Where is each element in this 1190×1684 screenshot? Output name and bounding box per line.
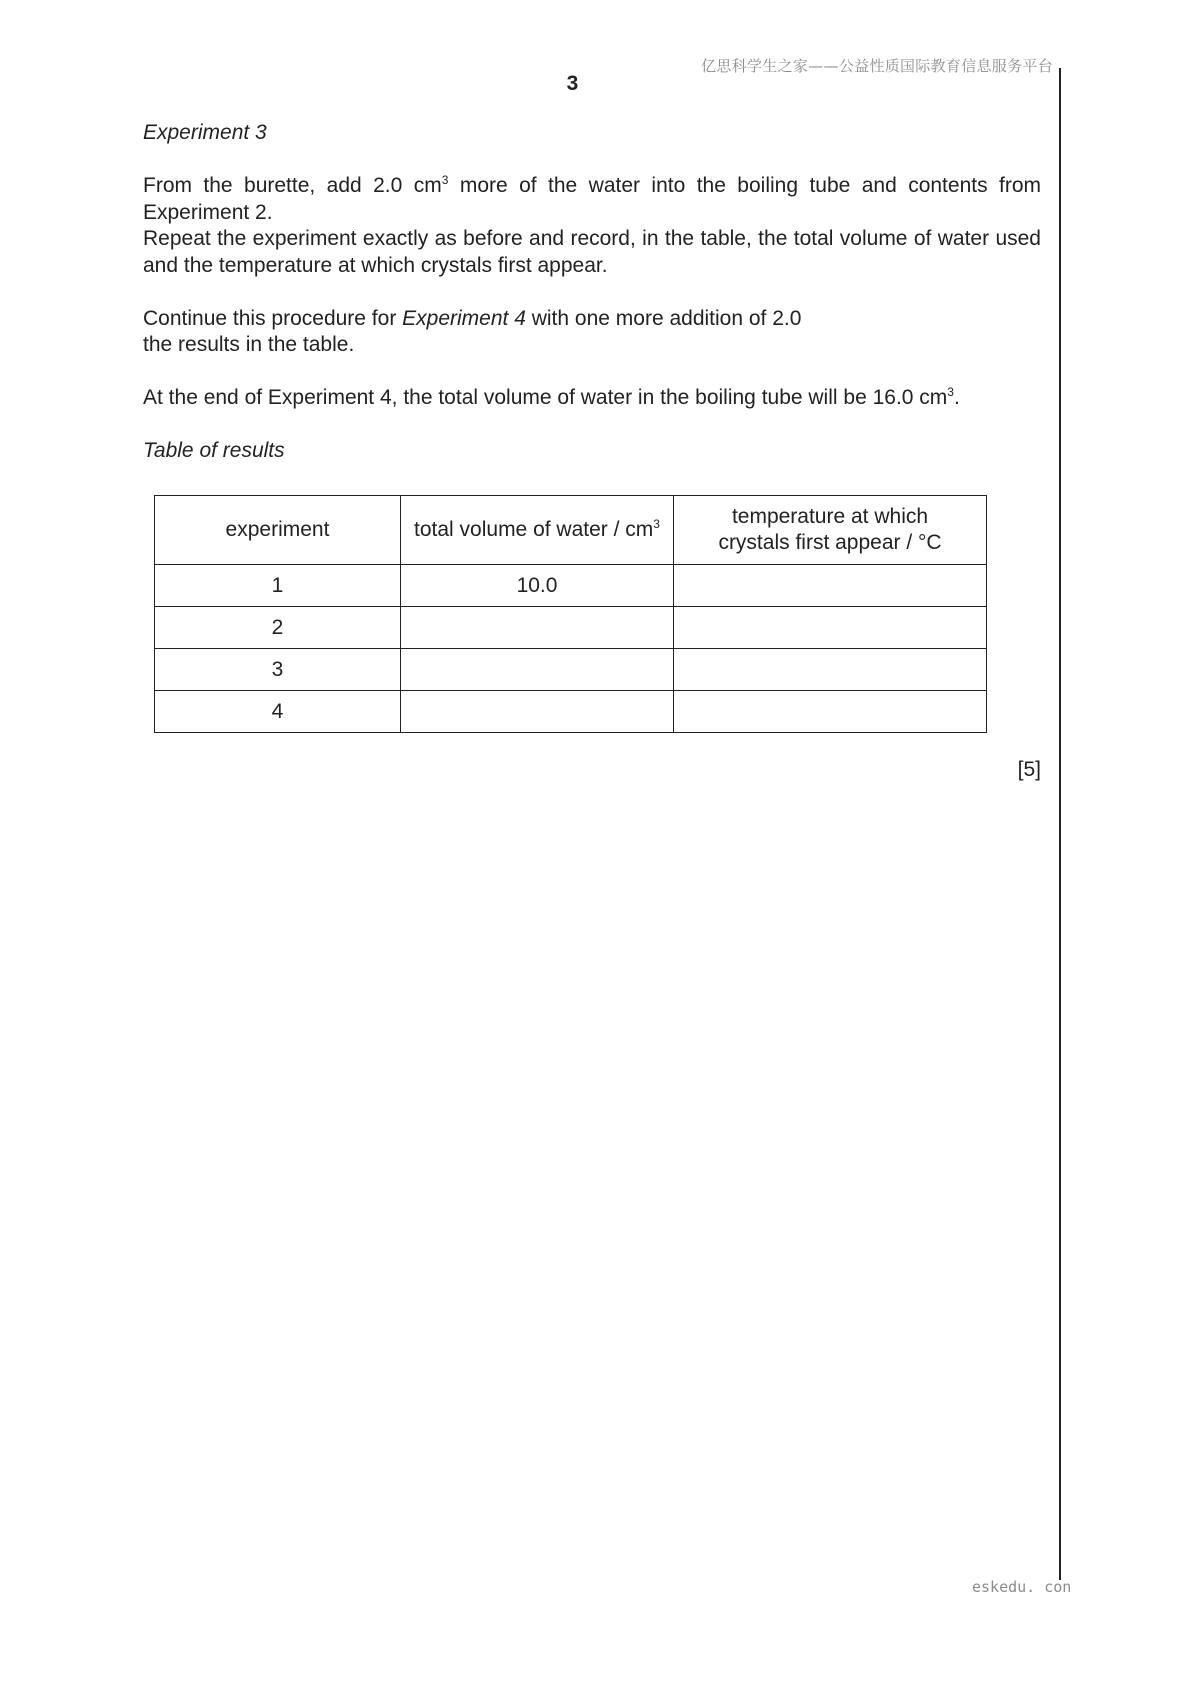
results-table	[154, 495, 987, 733]
instruction-final-volume-text: At the end of Experiment 4, the total volume of water in the boiling tube will be 16.0 cm	[143, 386, 948, 409]
header-watermark: 亿思科学生之家——公益性质国际教育信息服务平台	[701, 57, 1053, 75]
instruction-final-volume	[143, 385, 1041, 412]
header-temperature-line2: crystals first appear / °C	[718, 531, 942, 554]
results-table-container	[154, 495, 987, 733]
header-temperature	[674, 496, 987, 565]
table-row	[155, 691, 987, 733]
marks-allocation: [5]	[1017, 758, 1041, 781]
cubed-superscript: 3	[947, 385, 954, 399]
cell-volume[interactable]	[401, 691, 674, 733]
margin-rule	[1059, 68, 1061, 1580]
instruction-continue	[143, 306, 1041, 359]
table-row	[155, 607, 987, 649]
table-caption: Table of results	[143, 439, 285, 462]
footer-watermark: eskedu. con	[972, 1578, 1072, 1596]
cell-experiment: 4	[155, 691, 401, 733]
table-row	[155, 649, 987, 691]
cell-experiment: 3	[155, 649, 401, 691]
header-experiment: experiment	[155, 496, 401, 565]
instruction-add-water-text: From the burette, add 2.0 cm	[143, 174, 442, 197]
instruction-final-volume-end: .	[953, 386, 960, 409]
header-temperature-line1: temperature at which	[731, 505, 929, 528]
cell-experiment: 2	[155, 607, 401, 649]
instruction-repeat: Repeat the experiment exactly as before and record, in the table, the total volume of water used and the temperature at which crystals first appear.	[143, 227, 1041, 277]
cell-volume[interactable]	[401, 607, 674, 649]
table-header-row	[155, 496, 987, 565]
page-number: 3	[566, 72, 579, 95]
cell-temperature[interactable]	[674, 565, 987, 607]
header-total-volume-text: total volume of water / cm	[414, 518, 654, 541]
instruction-add-water	[143, 173, 1041, 226]
cell-temperature[interactable]	[674, 649, 987, 691]
experiment-3-heading: Experiment 3	[143, 121, 267, 144]
cell-volume[interactable]: 10.0	[401, 565, 674, 607]
cell-experiment: 1	[155, 565, 401, 607]
question-body	[143, 120, 1041, 465]
header-total-volume	[401, 496, 674, 565]
experiment-4-reference: Experiment 4	[402, 306, 526, 330]
instruction-continue-line2: the results in the table.	[143, 333, 355, 356]
cubed-superscript: 3	[441, 173, 449, 187]
cell-temperature[interactable]	[674, 691, 987, 733]
table-row	[155, 565, 987, 607]
instruction-continue-text-end: with one more addition of 2.0	[525, 306, 802, 330]
cubed-superscript: 3	[653, 517, 660, 531]
cell-temperature[interactable]	[674, 607, 987, 649]
cell-volume[interactable]	[401, 649, 674, 691]
instruction-continue-text: Continue this procedure for	[143, 306, 403, 330]
instruction-add-water-text-end: more of the water into the boiling tube and contents from Experiment 2.	[143, 174, 1041, 224]
